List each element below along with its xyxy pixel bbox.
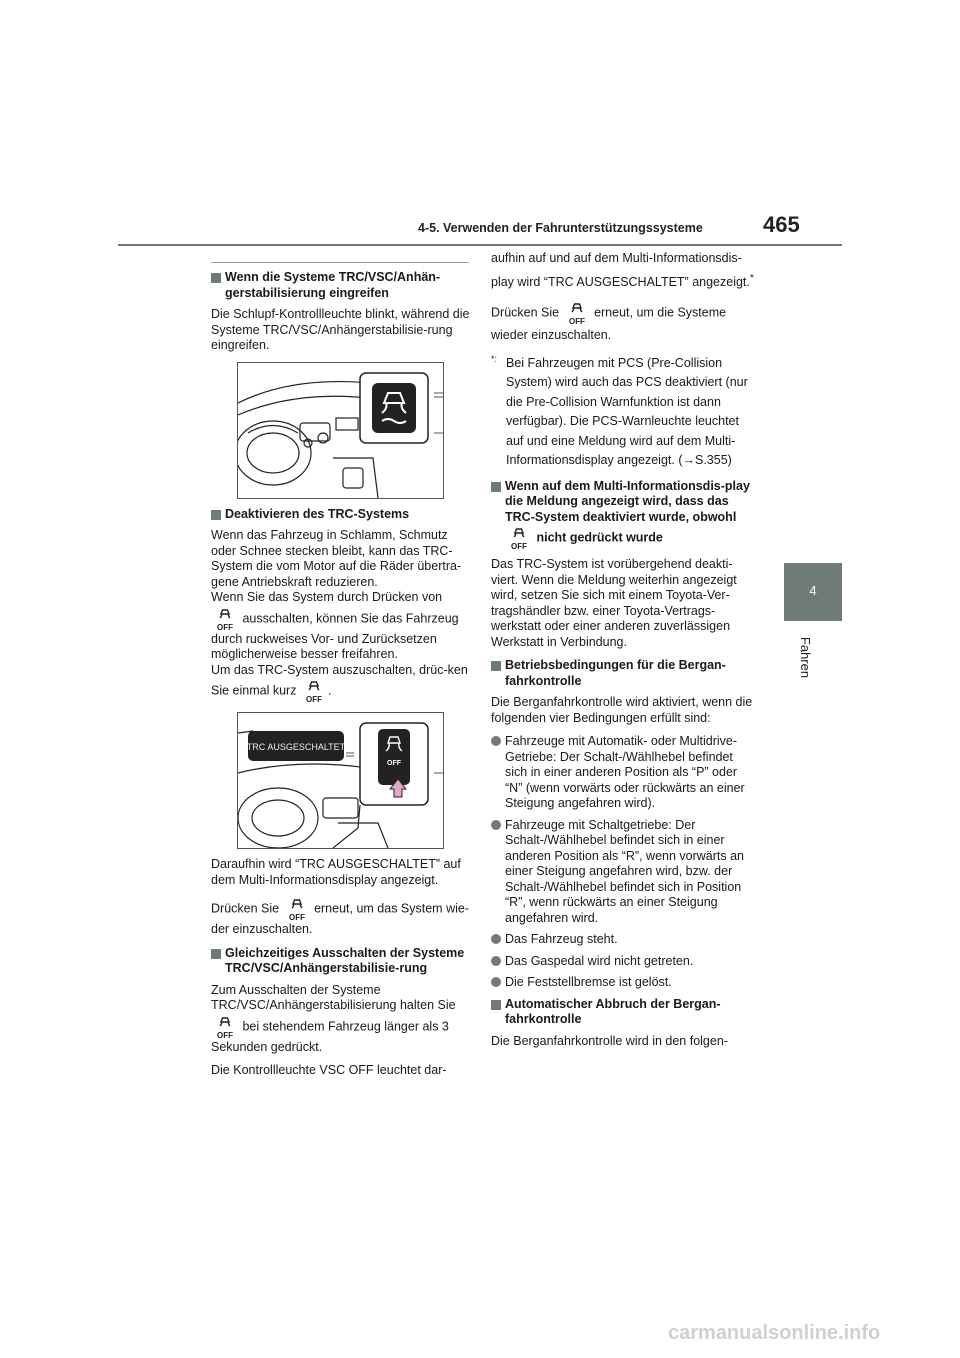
chapter-number: 4: [809, 583, 817, 598]
svg-text:OFF: OFF: [568, 317, 585, 327]
paragraph: Die Berganfahrkontrolle wird in den folgen-: [491, 1033, 728, 1048]
svg-text:OFF: OFF: [511, 542, 527, 552]
chapter-tab: [784, 563, 842, 621]
paragraph: aufhin auf und auf dem Multi-Informationsdis-play wird “TRC AUSGESCHALTET” angezeigt.: [491, 251, 750, 289]
section-title: 4-5. Verwenden der Fahrunterstützungssysteme: [418, 221, 703, 235]
vsc-off-icon: [508, 525, 530, 551]
paragraph: Die Schlupf-Kontrollleuchte blinkt, während die Systeme TRC/VSC/Anhängerstabilisie-rung eingreifen.: [211, 307, 470, 352]
left-column: Wenn die Systeme TRC/VSC/Anhän-gerstabilisierung eingreifen Die Schlupf-Kontrollleuchte blinkt, während die Systeme TRC/VSC/Anhängerstabilisie-rung eingreifen. Deaktivieren des TRC-Systems Wenn das Fahrzeug in Schlamm, Schmutz oder Schnee stecken bleibt, kann das TRC-System die vom Motor auf die Räder übertra-gene Antriebskraft reduzieren. Wenn Sie das System durch Drücken von OFF ausschalten, können Sie das Fahrzeug durch ruckweises Vor- und Zurücksetzen möglicherweise besser freifahren. Um das TRC-System auszuschalten, drüc-ken Sie einmal kurz OFF . TRC AUSGESCHALTET OFF Daraufhin wird “TRC AUSGESCHALTET” auf dem Multi-Informationsdisplay angezeigt. Drücken Sie OFF erneut, um das System wie-der einzuschalten. Gleichzeitiges Ausschalten der Systeme TRC/VSC/Anhängerstabilisie-rung Zum Ausschalten der Systeme TRC/VSC/Anhängerstabilisierung halten Sie OFF bei stehendem Fahrzeug länger als 3 Sekunden gedrückt. Die Kontrollleuchte VSC OFF leuchtet dar-: [211, 270, 470, 1077]
footnote: Bei Fahrzeugen mit PCS (Pre-Collision System) wird auch das PCS deaktiviert (nur die Pre-Collision Warnfunktion ist dann verfügbar). Die PCS-Warnleuchte leuchtet auf und eine Meldung wird auf dem Multi-Informationsdisplay angezeigt. (→S.355): [506, 355, 748, 468]
paragraph: Daraufhin wird “TRC AUSGESCHALTET” auf dem Multi-Informationsdisplay angezeigt.: [211, 857, 461, 887]
list-item: Fahrzeuge mit Schaltgetriebe: Der Schalt-/Wählhebel befindet sich in einer anderen Position als “R”, wenn vorwärts an einer Steigung angefahren wird, bzw. der Schalt-/Wählhebel befindet sich in Position “R”, wenn rückwärts an einer Steigung angefahren wird.: [491, 818, 756, 927]
chapter-label: Fahren: [798, 636, 814, 679]
paragraph: Wenn Sie das System durch Drücken von: [211, 590, 443, 604]
heading-trc-message: Wenn auf dem Multi-Informationsdis-play die Meldung angezeigt wird, dass das TRC-System deaktiviert wurde, obwohl: [505, 478, 750, 524]
vsc-off-icon: [566, 300, 588, 326]
watermark: carmanualsonline.info: [668, 1322, 881, 1344]
paragraph: Die Kontrollleuchte VSC OFF leuchtet dar-: [211, 1063, 447, 1077]
paragraph: Wenn das Fahrzeug in Schlamm, Schmutz oder Schnee stecken bleibt, kann das TRC-System die vom Motor auf die Räder übertra-gene Antriebskraft reduzieren.: [211, 528, 462, 589]
paragraph: Drücken Sie: [211, 901, 280, 916]
header-divider: [118, 244, 842, 246]
dashboard-trc-off-figure: [238, 713, 443, 848]
svg-text:OFF: OFF: [217, 622, 233, 632]
paragraph: Drücken Sie: [491, 305, 560, 320]
vsc-off-icon: [286, 896, 308, 922]
paragraph: Die Berganfahrkontrolle wird aktiviert, wenn die folgenden vier Bedingungen erfüllt sind:: [491, 695, 753, 725]
heading-hill-start-conditions: Betriebsbedingungen für die Bergan-fahrkontrolle: [491, 658, 756, 689]
right-column: aufhin auf und auf dem Multi-Informationsdis-play wird “TRC AUSGESCHALTET” angezeigt.* Drücken Sie OFF erneut, um die Systeme wieder einzuschalten. *: Bei Fahrzeugen mit PCS (Pre-Collision System) wird auch das PCS deaktiviert (nur die Pre-Collision Warnfunktion ist dann verfügbar). Die PCS-Warnleuchte leuchtet auf und eine Meldung wird auf dem Multi-Informationsdisplay angezeigt. (→S.355) Wenn auf dem Multi-Informationsdis-play die Meldung angezeigt wird, dass das TRC-System deaktiviert wurde, obwohl OFF nicht gedrückt wurde Das TRC-System ist vorübergehend deakti-viert. Wenn die Meldung weiterhin angezeigt wird, setzen Sie sich mit einem Toyota-Ver-tragshändler bzw. einer Toyota-Vertrags-werkstatt oder einer anderen zuverlässigen Werkstatt in Verbindung. Betriebsbedingungen für die Bergan-fahrkontrolle Die Berganfahrkontrolle wird aktiviert, wenn die folgenden vier Bedingungen erfüllt sind: Fahrzeuge mit Automatik- oder Multidrive-Getriebe: Der Schalt-/Wählhebel befindet sich in einer anderen Position als “P” oder “N” (wenn vorwärts oder rückwärts an einer Steigung angefahren wird). Fahrzeuge mit Schaltgetriebe: Der Schalt-/Wählhebel befindet sich in einer anderen Position als “R”, wenn vorwärts an einer Steigung angefahren wird, bzw. der Schalt-/Wählhebel befindet sich in Position “R”, wenn rückwärts an einer Steigung angefahren wird. Das Fahrzeug steht. Das Gaspedal wird nicht getreten. Die Feststellbremse ist gelöst. Automatischer Abbruch der Bergan-fahrkontrolle Die Berganfahrkontrolle wird in den folgen-: [491, 249, 756, 1057]
svg-text:OFF: OFF: [217, 1030, 233, 1040]
heading-systems-active: Wenn die Systeme TRC/VSC/Anhän-gerstabilisierung eingreifen: [211, 270, 471, 301]
svg-text:OFF: OFF: [305, 695, 322, 704]
paragraph: ausschalten, können Sie das Fahrzeug durch ruckweises Vor- und Zurücksetzen möglicherweise besser freifahren.: [211, 610, 459, 661]
vsc-off-icon: [303, 678, 325, 704]
paragraph: erneut, um die Systeme wieder einzuschalten.: [491, 305, 727, 343]
page-number: 465: [763, 212, 800, 237]
paragraph: Das TRC-System ist vorübergehend deakti-viert. Wenn die Meldung weiterhin angezeigt wird, setzen Sie sich mit einem Toyota-Ver-tragshändler bzw. einer Toyota-Vertrags-werkstatt oder einer anderen zuverlässigen Werkstatt in Verbindung.: [491, 557, 737, 649]
dashboard-illustration-trc-off: [237, 712, 444, 849]
paragraph: Zum Ausschalten der Systeme TRC/VSC/Anhängerstabilisierung halten Sie: [211, 982, 456, 1012]
paragraph: Um das TRC-System auszuschalten, drüc-ken Sie einmal kurz: [211, 662, 468, 698]
list-item: Das Fahrzeug steht.: [491, 932, 756, 948]
trc-off-display-text: TRC AUSGESCHALTET: [246, 742, 346, 752]
heading-hill-start-cancel: Automatischer Abbruch der Bergan-fahrkontrolle: [491, 997, 756, 1028]
paragraph: bei stehendem Fahrzeug länger als 3 Sekunden gedrückt.: [211, 1018, 449, 1054]
footnote-mark: *:: [491, 353, 498, 364]
dashboard-illustration-slip-indicator: [237, 362, 444, 499]
heading-trc-deactivate: Deaktivieren des TRC-Systems: [211, 507, 471, 523]
list-item: Das Gaspedal wird nicht getreten.: [491, 954, 756, 970]
dashboard-slip-figure: [238, 363, 443, 498]
heading-simultaneous-off: Gleichzeitiges Ausschalten der Systeme TRC/VSC/Anhängerstabilisie-rung: [211, 946, 471, 977]
list-item: Die Feststellbremse ist gelöst.: [491, 975, 756, 991]
vsc-off-icon: [214, 606, 236, 632]
svg-text:OFF: OFF: [387, 760, 401, 767]
paragraph: erneut, um das System wie-der einzuschalten.: [211, 901, 469, 936]
svg-text:OFF: OFF: [288, 913, 305, 922]
list-item: Fahrzeuge mit Automatik- oder Multidrive-Getriebe: Der Schalt-/Wählhebel befindet sich in einer anderen Position als “P” oder “N” (wenn vorwärts oder rückwärts an einer Steigung angefahren wird).: [491, 734, 756, 812]
vsc-off-icon: [214, 1014, 236, 1040]
